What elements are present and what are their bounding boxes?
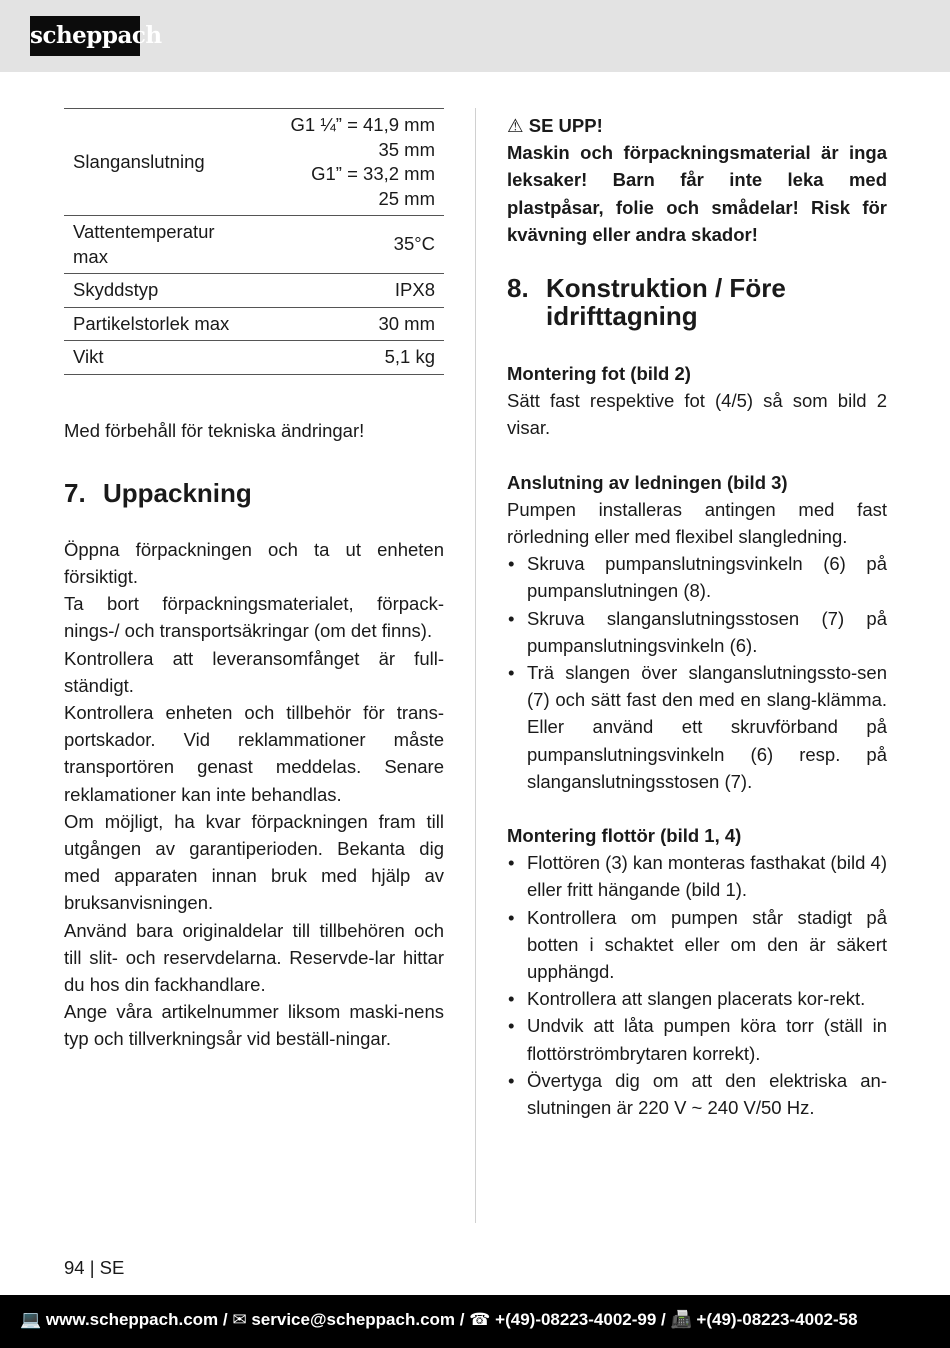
paragraph: Om möjligt, ha kvar förpackningen fram till utgången av garantiperioden. Bekanta dig med apparaten innan bruk med hjälp av bruksanvisningen.	[64, 810, 444, 914]
subheading-flottor: Montering flottör (bild 1, 4)	[507, 825, 742, 847]
specifications-table	[64, 108, 444, 375]
separator: /	[222, 1310, 228, 1329]
spec-value	[254, 109, 444, 216]
warning-title	[507, 112, 887, 139]
computer-icon: 💻	[20, 1310, 42, 1330]
separator: /	[459, 1310, 465, 1329]
list-item: • Flottören (3) kan monteras fasthakat (bild 4) eller fritt hängande (bild 1).	[508, 852, 887, 901]
spec-value-line: G1 ¼” = 41,9 mm	[290, 114, 435, 135]
column-divider	[475, 108, 476, 1223]
right-column	[507, 112, 887, 1121]
paragraph: Sätt fast respektive fot (4/5) så som bild 2 visar.	[507, 390, 887, 439]
spec-label: Skyddstyp	[73, 279, 159, 300]
paragraph: Ta bort förpackningsmaterialet, förpack-nings-/ och transportsäkringar (om det finns).	[64, 593, 444, 642]
page-number: 94 | SE	[64, 1257, 125, 1278]
list-item: • Skruva pumpanslutningsvinkeln (6) på pumpanslutningen (8).	[508, 553, 887, 602]
technical-changes-note: Med förbehåll för tekniska ändringar!	[64, 419, 365, 441]
spec-label: Slanganslutning	[73, 150, 205, 172]
paragraph: Öppna förpackningen och ta ut enheten försiktigt.	[64, 538, 444, 587]
warning-text: Maskin och förpackningsmaterial är inga leksaker! Barn får inte leka med plastpåsar, folie och smådelar! Risk för kvävning eller andra skador!	[507, 142, 887, 245]
email-link[interactable]: service@scheppach.com	[251, 1310, 456, 1329]
list-item: • Trä slangen över slanganslutningssto-sen (7) och sätt fast den med en slang-klämma. Eller använd ett skruvförband på pumpanslutningsvinkeln (6) resp. på slanganslutningsstosen (7).	[508, 662, 887, 792]
spec-value-line: 25 mm	[378, 187, 435, 209]
fax-number: +(49)-08223-4002-58	[696, 1310, 858, 1329]
spec-value-line: G1” = 33,2 mm	[311, 163, 435, 184]
section-number: 8.	[507, 273, 529, 304]
paragraph: Pumpen installeras antingen med fast rörledning eller med flexibel slangledning.	[507, 498, 887, 548]
section-7-heading	[64, 479, 444, 507]
spec-value: 35°C	[393, 233, 435, 255]
list-item: • Kontrollera att slangen placerats kor-rekt.	[508, 988, 866, 1010]
spec-value: IPX8	[394, 279, 435, 300]
list-item: • Kontrollera om pumpen står stadigt på botten i schaktet eller om den är säkert upphängd.	[508, 906, 887, 983]
subheading-fot: Montering fot (bild 2)	[507, 363, 691, 385]
fax-icon: 📠	[670, 1310, 692, 1330]
header-band	[0, 0, 950, 72]
phone-icon: ☎	[469, 1310, 491, 1330]
phone-number[interactable]: +(49)-08223-4002-99	[495, 1310, 657, 1329]
flottor-list	[507, 849, 887, 1121]
list-item: • Undvik att låta pumpen köra torr (ställ in flottörströmbrytaren korrekt).	[508, 1015, 887, 1064]
paragraph: Använd bara originaldelar till tillbehören och till slit- och reservdelarna. Reservde-lar hittar du hos din fackhandlare.	[64, 919, 444, 995]
section-title: Konstruktion / Före idrifttagning	[546, 273, 786, 332]
table-row	[64, 109, 444, 216]
paragraph: Kontrollera att leveransomfånget är full-ständigt.	[64, 647, 444, 696]
spec-label: Partikelstorlek max	[73, 312, 230, 334]
ledning-list	[507, 550, 887, 795]
list-item: • Skruva slanganslutningsstosen (7) på pumpanslutningsvinkeln (6).	[508, 607, 887, 656]
subheading-ledning: Anslutning av ledningen (bild 3)	[507, 471, 788, 493]
table-row	[64, 341, 444, 375]
section-8-heading	[507, 274, 887, 330]
scheppach-logo: scheppach	[30, 16, 140, 56]
separator: /	[661, 1310, 666, 1329]
paragraph: Kontrollera enheten och tillbehör för trans-portskador. Vid reklammationer måste transportören genast meddelas. Senare reklamationer kan inte behandlas.	[64, 701, 444, 805]
email-icon: ✉	[232, 1310, 247, 1330]
spec-label: Vattentemperatur max	[73, 221, 215, 267]
section-title: Uppackning	[103, 477, 252, 508]
paragraph: Ange våra artikelnummer liksom maski-nens typ och tillverkningsår vid beställ-ningar.	[64, 1001, 444, 1050]
left-column	[64, 108, 444, 1053]
section-number: 7.	[64, 477, 86, 508]
list-item: • Övertyga dig om att den elektriska an-slutningen är 220 V ~ 240 V/50 Hz.	[508, 1069, 887, 1119]
warning-triangle-icon: ⚠ SE UPP!	[507, 115, 603, 136]
footer-bar	[0, 1295, 950, 1348]
spec-value-line: 35 mm	[378, 138, 435, 160]
table-row	[64, 307, 444, 341]
spec-value: 5,1 kg	[384, 346, 435, 367]
spec-value: 30 mm	[378, 312, 435, 334]
table-row	[64, 216, 444, 274]
spec-label: Vikt	[73, 346, 104, 367]
table-row	[64, 274, 444, 308]
website-link[interactable]: www.scheppach.com	[45, 1310, 219, 1329]
